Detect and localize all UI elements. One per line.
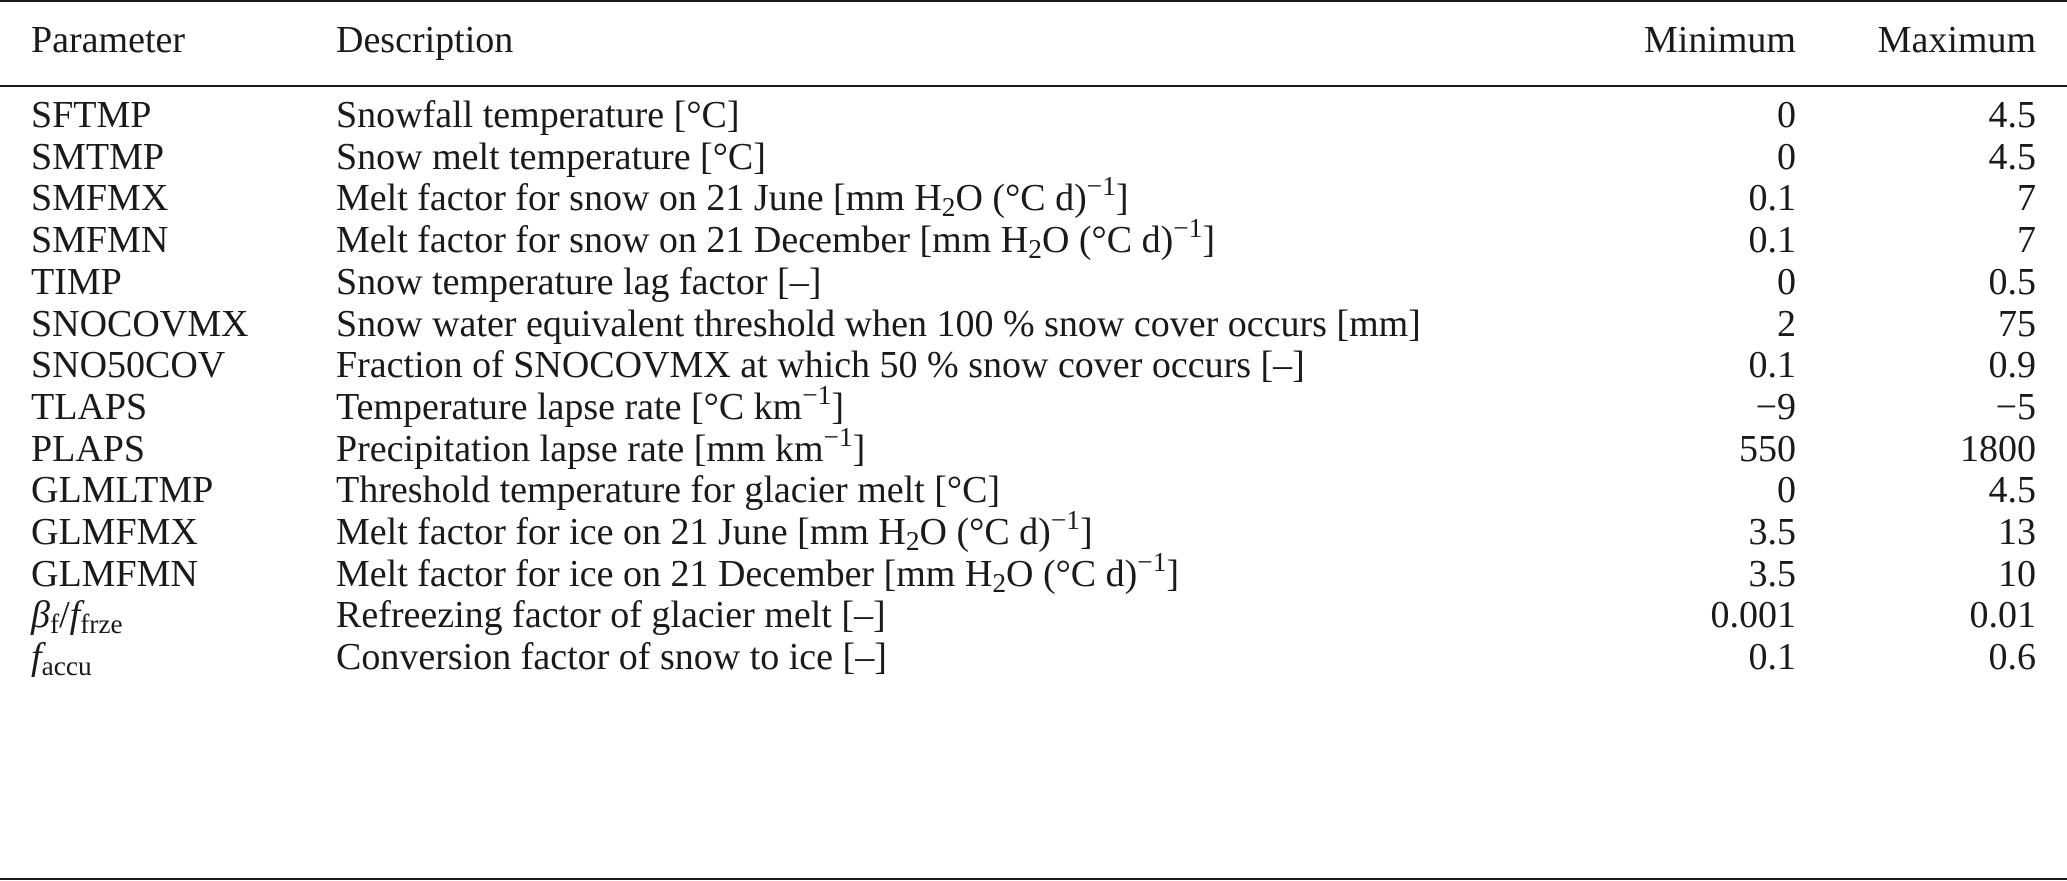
cell-description: Melt factor for ice on 21 December [mm $H_2O$ (°C d)$^{-1}$] <box>336 546 1180 598</box>
table-row <box>0 171 2067 223</box>
cell-parameter: SNO50COV <box>31 344 226 387</box>
table-row <box>0 94 2067 136</box>
cell-parameter: SMTMP <box>31 135 165 178</box>
cell-description: Conversion factor of snow to ice [–] <box>336 636 887 679</box>
cell-minimum: 0 <box>1777 260 1796 303</box>
cell-minimum: 3.5 <box>1748 552 1796 595</box>
cell-parameter: PLAPS <box>31 427 146 470</box>
cell-minimum: 0 <box>1777 135 1796 178</box>
cell-minimum: 0.1 <box>1748 177 1796 220</box>
table-row <box>0 504 2067 557</box>
table-row <box>0 303 2067 345</box>
cell-description: Snow temperature lag factor [–] <box>336 260 822 303</box>
cell-maximum: 4.5 <box>1988 469 2036 512</box>
cell-description: Temperature lapse rate [°C $km^{-1}$] <box>336 379 845 428</box>
cell-description: Snow melt temperature [°C] <box>336 135 766 178</box>
cell-parameter: SNOCOVMX <box>31 302 249 345</box>
table-row <box>0 421 2067 470</box>
cell-minimum: 2 <box>1777 302 1796 345</box>
cell-description: Snow water equivalent threshold when 100 % snow cover occurs [mm] <box>336 302 1421 345</box>
header-description: Description <box>336 19 514 61</box>
cell-description: Melt factor for snow on 21 December [mm $H_2O$ (°C d)$^{-1}$] <box>336 213 1216 265</box>
cell-minimum: 0 <box>1777 94 1796 136</box>
table-header-rule <box>0 85 2067 87</box>
cell-parameter: TLAPS <box>31 385 148 428</box>
cell-maximum: 0.5 <box>1988 260 2036 303</box>
table-row <box>0 213 2067 265</box>
cell-description: Melt factor for ice on 21 June [mm $H_2O$ (°C d)$^{-1}$] <box>336 504 1093 557</box>
cell-maximum: 0.6 <box>1988 636 2036 679</box>
cell-minimum: 0.1 <box>1748 344 1796 387</box>
cell-parameter: $f_{accu}$ <box>31 636 92 682</box>
cell-maximum: 7 <box>2017 177 2036 220</box>
cell-description: Melt factor for snow on 21 June [mm $H_2O$ (°C d)$^{-1}$] <box>336 171 1129 223</box>
cell-parameter: SMFMX <box>31 177 169 220</box>
cell-minimum: 0.1 <box>1748 636 1796 679</box>
cell-parameter: SMFMN <box>31 219 169 262</box>
table-row <box>0 636 2067 682</box>
cell-parameter: TIMP <box>31 260 122 303</box>
table-row <box>0 469 2067 511</box>
cell-parameter: GLMLTMP <box>31 469 214 512</box>
cell-minimum: 550 <box>1739 427 1796 470</box>
cell-maximum: 75 <box>1998 302 2036 345</box>
table-row <box>0 594 2067 640</box>
cell-parameter: SFTMP <box>31 94 152 136</box>
cell-minimum: 0 <box>1777 469 1796 512</box>
cell-maximum: 4.5 <box>1988 135 2036 178</box>
cell-parameter: $\beta_f/f_{frze}$ <box>31 594 123 640</box>
table-bottom-rule <box>0 878 2067 880</box>
table-header-row <box>0 12 2067 68</box>
cell-maximum: 7 <box>2017 219 2036 262</box>
cell-parameter: GLMFMN <box>31 552 198 595</box>
cell-minimum: 3.5 <box>1748 511 1796 553</box>
cell-description: Fraction of SNOCOVMX at which 50 % snow cover occurs [–] <box>336 344 1305 387</box>
cell-maximum: 13 <box>1998 511 2036 553</box>
cell-parameter: GLMFMX <box>31 511 198 553</box>
cell-minimum: −9 <box>1755 385 1796 428</box>
cell-description: Snowfall temperature [°C] <box>336 94 740 136</box>
cell-maximum: 10 <box>1998 552 2036 595</box>
table-top-rule <box>0 0 2067 2</box>
header-maximum: Maximum <box>1877 19 2036 61</box>
cell-maximum: 0.01 <box>1969 594 2036 637</box>
header-parameter: Parameter <box>31 19 186 61</box>
table-row <box>0 344 2067 386</box>
cell-maximum: 1800 <box>1960 427 2036 470</box>
table-row <box>0 261 2067 303</box>
cell-maximum: 4.5 <box>1988 94 2036 136</box>
cell-maximum: 0.9 <box>1988 344 2036 387</box>
table-row <box>0 546 2067 598</box>
table-row <box>0 136 2067 178</box>
cell-minimum: 0.1 <box>1748 219 1796 262</box>
header-minimum: Minimum <box>1643 19 1796 61</box>
cell-description: Threshold temperature for glacier melt [°C] <box>336 469 1001 512</box>
cell-minimum: 0.001 <box>1710 594 1796 637</box>
cell-description: Precipitation lapse rate [mm $km^{-1}$] <box>336 421 866 470</box>
cell-description: Refreezing factor of glacier melt [–] <box>336 594 886 637</box>
cell-maximum: −5 <box>1995 385 2036 428</box>
table-row <box>0 379 2067 428</box>
